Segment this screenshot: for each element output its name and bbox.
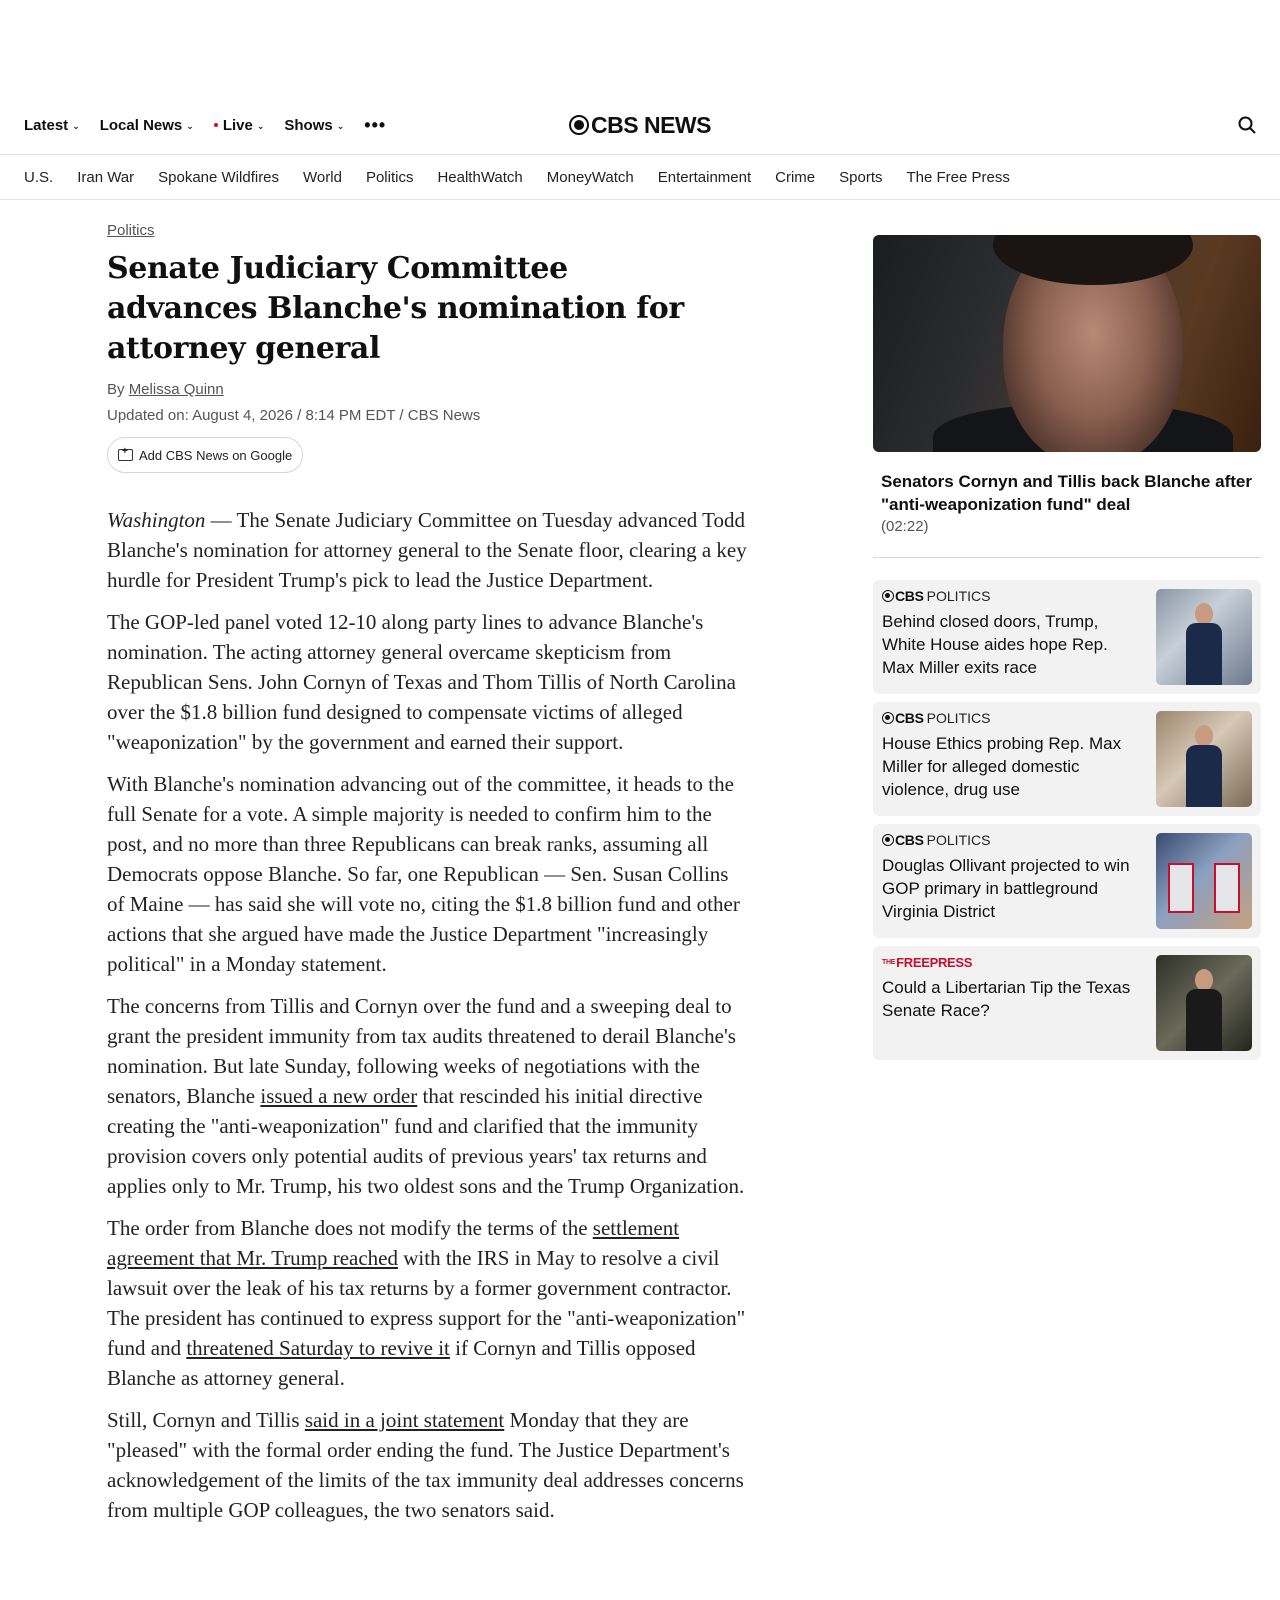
more-menu-icon[interactable]: ••• [364, 115, 387, 135]
video-title[interactable]: Senators Cornyn and Tillis back Blanche after "anti-weaponization fund" deal [881, 472, 1252, 514]
related-story-thumbnail [1156, 833, 1252, 929]
cbs-news-logo[interactable] [569, 112, 711, 139]
video-duration: (02:22) [881, 518, 929, 535]
paragraph-5 [107, 1213, 747, 1393]
nav-local-news-label: Local News [99, 116, 183, 134]
figure-body [1186, 623, 1222, 685]
byline [107, 381, 747, 398]
paragraph-1 [107, 505, 747, 595]
divider [873, 557, 1261, 558]
paragraph-5-text-cont: with the IRS in May to resolve a civil lawsuit over the leak of his tax returns by a former government contractor. The president has continued to express support for the "anti-weaponization" fund and [107, 1246, 746, 1360]
paragraph-4 [107, 991, 747, 1201]
figure-head [1195, 603, 1213, 625]
paragraph-5-text-end: if Cornyn and Tillis opposed Blanche as attorney general. [107, 1336, 696, 1390]
sidebar [873, 235, 1261, 1068]
article-body [107, 505, 747, 1525]
paragraph-1-text: — The Senate Judiciary Committee on Tuesday advanced Todd Blanche's nomination for attorney general to the Senate floor, clearing a key hurdle for President Trump's pick to lead the Justice Department. [107, 508, 747, 592]
figure-head [1195, 969, 1213, 991]
related-story-title: Douglas Ollivant projected to win GOP primary in battleground Virginia District [882, 856, 1130, 921]
article-headline: Senate Judiciary Committee advances Blanche's nomination for attorney general [107, 251, 684, 366]
paragraph-6 [107, 1405, 747, 1525]
related-story-card[interactable] [873, 946, 1261, 1060]
cbs-eye-icon [569, 115, 589, 135]
link-threatened-revive[interactable]: threatened Saturday to revive it [186, 1336, 450, 1360]
figure-body [1186, 745, 1222, 807]
nav-shows[interactable] [284, 117, 344, 134]
brand-name: CBS [895, 832, 924, 848]
article-kicker[interactable]: Politics [107, 222, 155, 239]
related-story-card[interactable] [873, 580, 1261, 694]
brand-section: POLITICS [926, 832, 991, 848]
chevron-down-icon: ⌄ [72, 120, 80, 131]
related-story-thumbnail [1156, 955, 1252, 1051]
thumbnail-figure [1186, 603, 1222, 685]
author-link[interactable]: Melissa Quinn [128, 381, 224, 398]
search-icon[interactable] [1238, 116, 1256, 134]
paragraph-6-text: Still, Cornyn and Tillis [107, 1408, 305, 1432]
nav-shows-label: Shows [284, 116, 333, 134]
primary-nav [24, 116, 386, 134]
brand-section: POLITICS [926, 710, 991, 726]
video-thumbnail[interactable] [873, 235, 1261, 452]
related-story-title: Could a Libertarian Tip the Texas Senate Race? [882, 978, 1131, 1020]
brand-name: CBS [895, 588, 924, 604]
related-story-thumbnail [1156, 711, 1252, 807]
dateline: Updated on: August 4, 2026 / 8:14 PM EDT / CBS News [107, 407, 481, 424]
chevron-down-icon: ⌄ [336, 120, 345, 131]
paragraph-2: The GOP-led panel voted 12-10 along party lines to advance Blanche's nomination. The acting attorney general overcame skepticism from Republican Sens. John Cornyn of Texas and Thom Tillis of North Carolina over the $1.8 billion fund designed to compensate victims of alleged "weaponization" by the government and earned their support. [107, 610, 736, 754]
related-story-card[interactable] [873, 702, 1261, 816]
related-story-card[interactable] [873, 824, 1261, 938]
section-link-crime[interactable]: Crime [775, 168, 816, 186]
section-link-moneywatch[interactable]: MoneyWatch [546, 168, 634, 186]
related-story-thumbnail [1156, 589, 1252, 685]
related-story-title: House Ethics probing Rep. Max Miller for alleged domestic violence, drug use [882, 734, 1122, 799]
section-nav [0, 154, 1280, 200]
voting-booth [1168, 863, 1194, 913]
add-source-icon [118, 449, 133, 461]
section-link-healthwatch[interactable]: HealthWatch [437, 168, 523, 186]
section-link-sports[interactable]: Sports [839, 168, 883, 186]
section-link-entertainment[interactable]: Entertainment [657, 168, 752, 186]
brand-section: POLITICS [926, 588, 991, 604]
cbs-eye-icon [882, 712, 894, 724]
dateline-location: Washington [107, 508, 206, 532]
paragraph-5-text: The order from Blanche does not modify the terms of the [107, 1216, 593, 1240]
section-link-us[interactable]: U.S. [24, 168, 54, 186]
voting-booth [1214, 863, 1240, 913]
figure-head [1195, 725, 1213, 747]
chevron-down-icon: ⌄ [186, 120, 194, 131]
live-dot-icon [214, 123, 218, 127]
logo-text: CBS NEWS [591, 111, 711, 138]
paragraph-6-text-cont: Monday that they are "pleased" with the formal order ending the fund. The Justice Department's acknowledgement of the limits of the tax immunity deal addresses concerns from multiple GOP colleagues, the two senators said. [107, 1408, 744, 1522]
article [107, 222, 747, 1537]
section-link-iran-war[interactable]: Iran War [77, 168, 135, 186]
add-to-google-label: Add CBS News on Google [139, 447, 293, 463]
byline-prefix: By [107, 381, 125, 398]
brand-name: FREEPRESS [896, 954, 973, 970]
section-link-spokane-wildfires[interactable]: Spokane Wildfires [158, 168, 280, 186]
thumbnail-figure [1186, 969, 1222, 1051]
cbs-eye-icon [882, 590, 894, 602]
figure-body [1186, 989, 1222, 1051]
related-stories [873, 580, 1261, 1060]
nav-latest-label: Latest [24, 116, 69, 134]
add-to-google-button[interactable] [107, 437, 303, 473]
ad-space [0, 0, 1280, 96]
link-joint-statement[interactable]: said in a joint statement [304, 1408, 505, 1432]
section-link-politics[interactable]: Politics [365, 168, 414, 186]
thumbnail-figure [1186, 725, 1222, 807]
section-link-free-press[interactable]: The Free Press [906, 168, 1010, 186]
chevron-down-icon: ⌄ [256, 120, 265, 131]
nav-live-label: Live [222, 116, 253, 134]
brand-prefix: THE [882, 958, 896, 966]
paragraph-4-text: The concerns from Tillis and Cornyn over the fund and a sweeping deal to grant the president immunity from tax audits threatened to derail Blanche's nomination. But late Sunday, following weeks of negotiations with the senators, Blanche [107, 994, 736, 1108]
nav-latest[interactable] [24, 117, 80, 134]
nav-live[interactable] [214, 117, 265, 134]
link-new-order[interactable]: issued a new order [260, 1084, 418, 1108]
cbs-eye-icon [882, 834, 894, 846]
brand-name: CBS [895, 710, 924, 726]
section-link-world[interactable]: World [303, 168, 342, 186]
paragraph-3: With Blanche's nomination advancing out of the committee, it heads to the full Senate for a vote. A simple majority is needed to confirm him to the post, and no more than three Republicans can break ranks, assuming all Democrats oppose Blanche. So far, one Republican — Sen. Susan Collins of Maine — has said she will vote no, citing the $1.8 billion fund and other actions that she argued have made the Justice Department "increasingly political" in a Monday statement. [107, 772, 740, 976]
related-story-title: Behind closed doors, Trump, White House aides hope Rep. Max Miller exits race [882, 612, 1108, 677]
link-settlement-agreement[interactable]: settlement agreement that Mr. Trump reached [107, 1216, 680, 1270]
paragraph-4-text-cont: that rescinded his initial directive creating the "anti-weaponization" fund and clarified that the immunity provision covers only potential audits of previous years' tax returns and applies only to Mr. Trump, his two oldest sons and the Trump Organization. [107, 1084, 745, 1198]
nav-local-news[interactable] [100, 117, 194, 134]
main-header [0, 96, 1280, 154]
